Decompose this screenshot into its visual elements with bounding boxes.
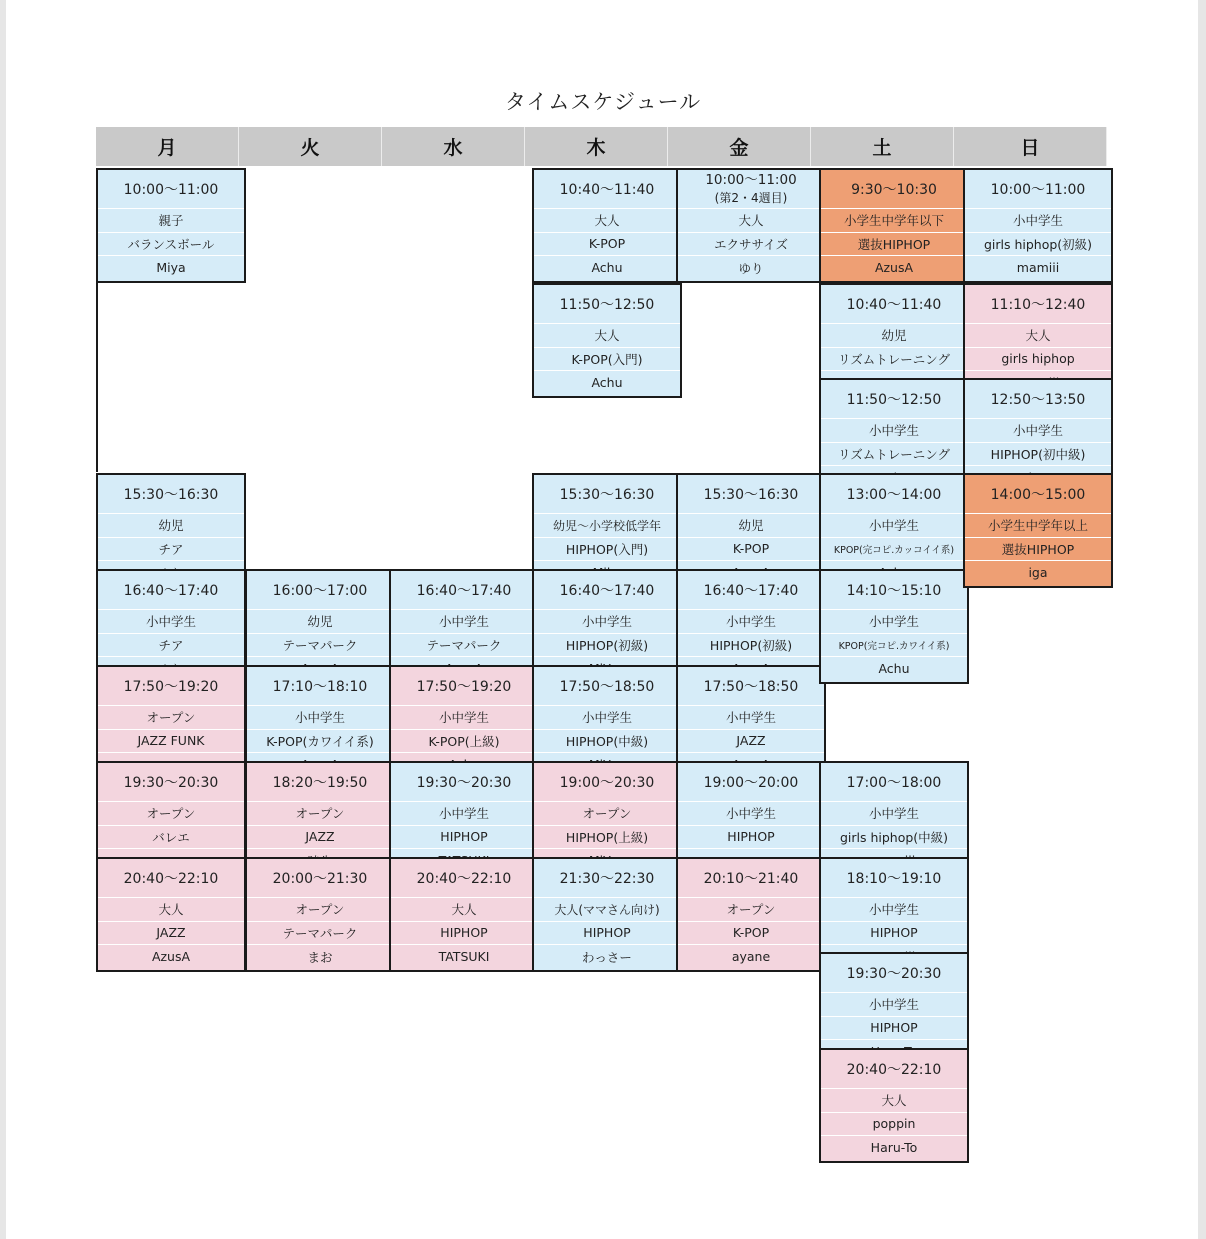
- class-time: 16:40〜17:40: [98, 571, 244, 610]
- day-header-fri: 金: [668, 127, 811, 166]
- class-genre: 選抜HIPHOP: [821, 233, 967, 257]
- class-time: 16:40〜17:40: [534, 571, 680, 610]
- class-time: 14:10〜15:10: [821, 571, 967, 610]
- page-title: タイムスケジュール: [504, 90, 702, 114]
- class-target: オープン: [678, 898, 824, 922]
- class-genre: HIPHOP(上級): [534, 826, 680, 850]
- class-genre: HIPHOP: [534, 922, 680, 946]
- class-target: 大人: [98, 898, 244, 922]
- class-time: 20:10〜21:40: [678, 859, 824, 898]
- class-genre: HIPHOP(初級): [534, 634, 680, 658]
- class-time: 21:30〜22:30: [534, 859, 680, 898]
- class-time: 14:00〜15:00: [965, 475, 1111, 514]
- class-genre: JAZZ: [98, 922, 244, 946]
- class-target: 大人: [678, 209, 824, 233]
- class-time: 10:00〜11:00: [98, 170, 244, 209]
- class-genre: HIPHOP(中級): [534, 730, 680, 754]
- class-instructor: ayane: [731, 949, 771, 965]
- class-target: 小中学生: [821, 898, 967, 922]
- class-genre: K-POP: [534, 233, 680, 257]
- class-target: 小中学生: [534, 706, 680, 730]
- class-block-fri: [676, 168, 826, 283]
- class-genre: HIPHOP: [678, 826, 824, 850]
- class-genre: girls hiphop(初級): [965, 233, 1111, 257]
- class-target: 大人: [965, 324, 1111, 348]
- class-time: 16:40〜17:40: [678, 571, 824, 610]
- class-genre: HIPHOP: [391, 922, 537, 946]
- class-genre: チア: [98, 634, 244, 658]
- class-time: 17:50〜19:20: [391, 667, 537, 706]
- class-block-thu: [532, 283, 682, 398]
- class-target: 大人: [534, 209, 680, 233]
- class-target: 小中学生: [678, 706, 824, 730]
- class-time: 16:40〜17:40: [391, 571, 537, 610]
- class-instructor: TATSUKI: [438, 949, 490, 965]
- page-edge-left: [0, 0, 6, 1239]
- day-header-wed: 水: [382, 127, 525, 166]
- class-target: 小学生中学年以上: [965, 514, 1111, 538]
- class-time: 10:00〜11:00: [965, 170, 1111, 209]
- class-target: オープン: [534, 802, 680, 826]
- class-instructor: mamiii: [1016, 260, 1060, 276]
- class-time: 10:40〜11:40: [534, 170, 680, 209]
- class-target: オープン: [98, 706, 244, 730]
- class-genre: poppin: [821, 1113, 967, 1137]
- class-genre: KPOP(完コピ.カッコイイ系): [821, 538, 967, 562]
- class-target: 小中学生: [821, 802, 967, 826]
- class-target: 小中学生: [534, 610, 680, 634]
- class-time-main: 10:00〜11:00: [705, 172, 797, 188]
- class-target: 小中学生: [678, 610, 824, 634]
- class-instructor: Haru-To: [870, 1140, 918, 1156]
- class-time: 11:50〜12:50: [534, 285, 680, 324]
- class-genre: バレエ: [98, 826, 244, 850]
- class-genre: HIPHOP(初中級): [965, 443, 1111, 467]
- class-instructor: わっさー: [582, 949, 632, 965]
- class-target: 小中学生: [391, 802, 537, 826]
- class-time: 17:10〜18:10: [247, 667, 393, 706]
- class-block-mon: [96, 857, 246, 972]
- class-instructor: Achu: [878, 661, 910, 677]
- class-target: 小学生中学年以下: [821, 209, 967, 233]
- class-target: 幼児: [678, 514, 824, 538]
- class-target: 大人: [821, 1089, 967, 1113]
- class-block-sun: [963, 473, 1113, 588]
- class-target: 幼児: [821, 324, 967, 348]
- class-genre: バランスボール: [98, 233, 244, 257]
- class-genre: テーマパーク: [247, 634, 393, 658]
- class-genre: HIPHOP: [821, 1017, 967, 1041]
- class-target: オープン: [247, 802, 393, 826]
- class-time: 19:30〜20:30: [98, 763, 244, 802]
- class-block-sun: [963, 168, 1113, 283]
- class-genre: K-POP: [678, 538, 824, 562]
- class-time: 13:00〜14:00: [821, 475, 967, 514]
- class-genre: エクササイズ: [678, 233, 824, 257]
- class-genre: K-POP(上級): [391, 730, 537, 754]
- class-instructor: AzusA: [151, 949, 191, 965]
- class-block-sat: [819, 1048, 969, 1163]
- class-time: 17:50〜19:20: [98, 667, 244, 706]
- class-target: 幼児〜小学校低学年: [534, 514, 680, 538]
- day-header-tue: 火: [239, 127, 382, 166]
- class-block-fri: [676, 857, 826, 972]
- class-block-sat: [819, 569, 969, 684]
- class-target: 小中学生: [391, 610, 537, 634]
- class-time: 19:30〜20:30: [821, 954, 967, 993]
- class-block-thu: [532, 168, 682, 283]
- day-header-thu: 木: [525, 127, 668, 166]
- class-block-wed: [389, 857, 539, 972]
- page-edge-right: [1198, 0, 1206, 1239]
- class-genre: リズムトレーニング: [821, 348, 967, 372]
- class-block-thu: [532, 857, 682, 972]
- class-time: [678, 170, 824, 209]
- class-time: 17:50〜18:50: [534, 667, 680, 706]
- class-instructor: AzusA: [874, 260, 914, 276]
- day-header-sun: 日: [954, 127, 1107, 166]
- class-block-sat: [819, 168, 969, 283]
- class-genre: JAZZ FUNK: [98, 730, 244, 754]
- class-genre: JAZZ: [678, 730, 824, 754]
- class-genre: リズムトレーニング: [821, 443, 967, 467]
- empty-area-border: [96, 282, 98, 472]
- class-instructor: Miya: [156, 260, 186, 276]
- class-target: 幼児: [98, 514, 244, 538]
- class-target: 幼児: [247, 610, 393, 634]
- class-target: 親子: [98, 209, 244, 233]
- class-target: 小中学生: [965, 419, 1111, 443]
- class-time: 11:10〜12:40: [965, 285, 1111, 324]
- day-header-mon: 月: [96, 127, 239, 166]
- class-genre: K-POP(入門): [534, 348, 680, 372]
- class-target: 小中学生: [391, 706, 537, 730]
- class-genre: HIPHOP: [821, 922, 967, 946]
- class-target: 大人(ママさん向け): [534, 898, 680, 922]
- class-target: 小中学生: [821, 514, 967, 538]
- class-instructor: Achu: [591, 260, 623, 276]
- class-genre: KPOP(完コピ.カワイイ系): [821, 634, 967, 658]
- class-time: 11:50〜12:50: [821, 380, 967, 419]
- class-target: 小中学生: [821, 993, 967, 1017]
- class-target: 大人: [534, 324, 680, 348]
- class-target: オープン: [247, 898, 393, 922]
- class-time: 15:30〜16:30: [534, 475, 680, 514]
- class-time: 20:40〜22:10: [98, 859, 244, 898]
- class-target: オープン: [98, 802, 244, 826]
- class-genre: HIPHOP(初級): [678, 634, 824, 658]
- class-genre: girls hiphop: [965, 348, 1111, 372]
- class-genre: HIPHOP: [391, 826, 537, 850]
- class-time: 18:10〜19:10: [821, 859, 967, 898]
- class-time: 16:00〜17:00: [247, 571, 393, 610]
- class-genre: K-POP(カワイイ系): [247, 730, 393, 754]
- class-target: 小中学生: [247, 706, 393, 730]
- class-time: 15:30〜16:30: [98, 475, 244, 514]
- class-time: 20:40〜22:10: [821, 1050, 967, 1089]
- class-genre: JAZZ: [247, 826, 393, 850]
- class-block-mon: [96, 168, 246, 283]
- class-time: 17:00〜18:00: [821, 763, 967, 802]
- class-target: 小中学生: [98, 610, 244, 634]
- class-target: 大人: [391, 898, 537, 922]
- class-time: 12:50〜13:50: [965, 380, 1111, 419]
- class-genre: girls hiphop(中級): [821, 826, 967, 850]
- class-target: 小中学生: [965, 209, 1111, 233]
- class-time: 9:30〜10:30: [821, 170, 967, 209]
- day-header-sat: 土: [811, 127, 954, 166]
- class-target: 小中学生: [821, 610, 967, 634]
- class-target: 小中学生: [678, 802, 824, 826]
- class-genre: テーマパーク: [247, 922, 393, 946]
- class-time: 20:00〜21:30: [247, 859, 393, 898]
- class-genre: チア: [98, 538, 244, 562]
- class-genre: K-POP: [678, 922, 824, 946]
- class-time: 15:30〜16:30: [678, 475, 824, 514]
- class-instructor: ゆり: [738, 260, 764, 276]
- class-time: 17:50〜18:50: [678, 667, 824, 706]
- class-time: 10:40〜11:40: [821, 285, 967, 324]
- class-genre: テーマパーク: [391, 634, 537, 658]
- class-instructor: iga: [1028, 565, 1048, 581]
- class-block-tue: [245, 857, 395, 972]
- class-genre: 選抜HIPHOP: [965, 538, 1111, 562]
- class-time: 18:20〜19:50: [247, 763, 393, 802]
- class-instructor: Achu: [591, 375, 623, 391]
- class-time-note: (第2・4週目): [714, 191, 788, 205]
- class-time: 19:00〜20:00: [678, 763, 824, 802]
- class-time: 20:40〜22:10: [391, 859, 537, 898]
- class-genre: HIPHOP(入門): [534, 538, 680, 562]
- class-target: 小中学生: [821, 419, 967, 443]
- class-time: 19:30〜20:30: [391, 763, 537, 802]
- class-time: 19:00〜20:30: [534, 763, 680, 802]
- class-instructor: まお: [307, 949, 333, 965]
